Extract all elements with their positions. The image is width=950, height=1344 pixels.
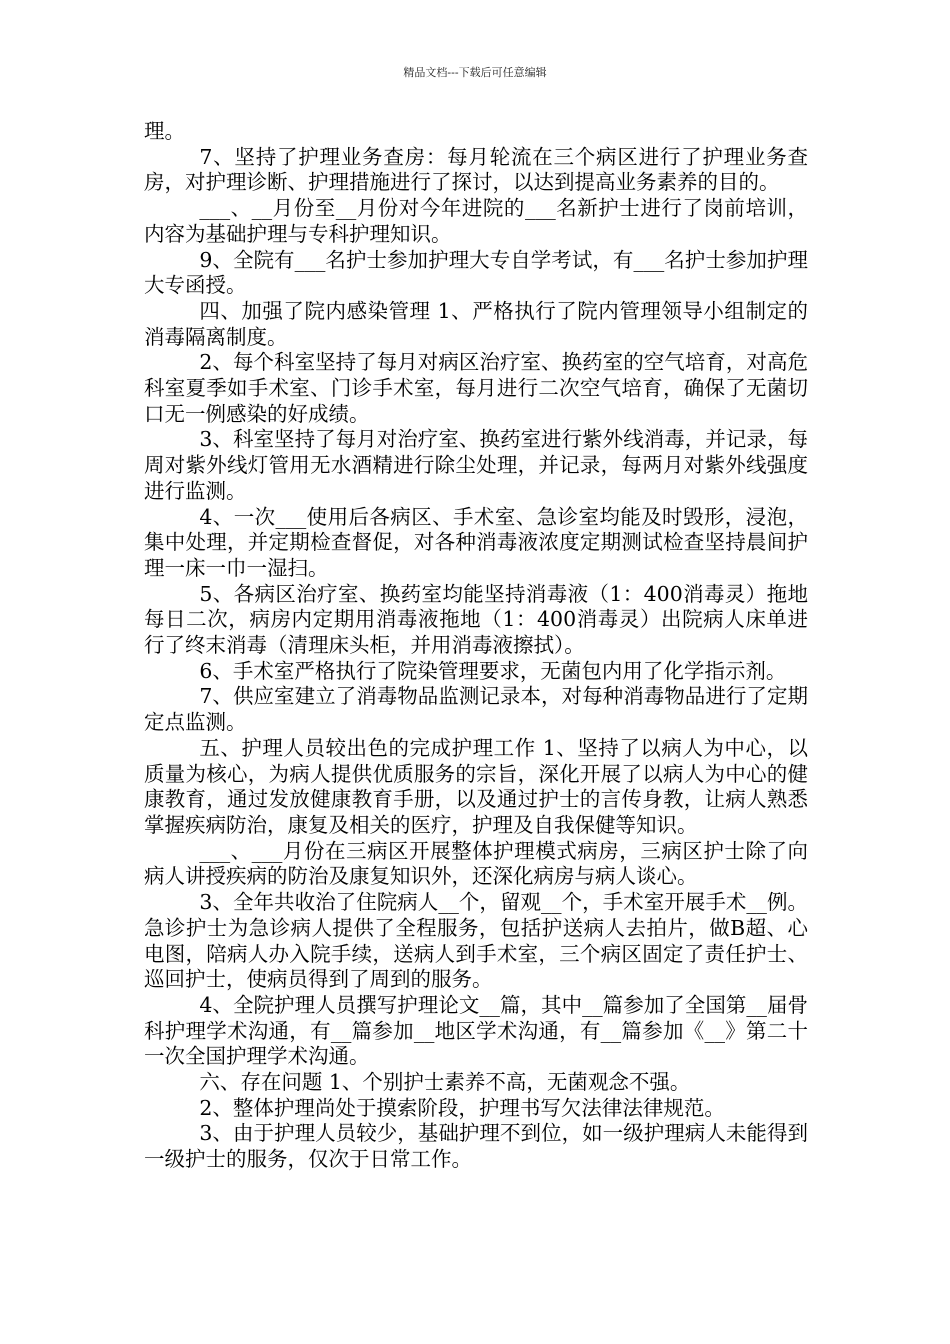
paragraph: ___、___月份在三病区开展整体护理模式病房，三病区护士除了向病人讲授疾病的防治及康复知识外，还深化病房与病人谈心。: [144, 838, 808, 889]
paragraph: 2、整体护理尚处于摸索阶段，护理书写欠法律法律规范。: [199, 1095, 725, 1120]
paragraph: 3、科室坚持了每月对治疗室、换药室进行紫外线消毒，并记录，每周对紫外线灯管用无水酒精进行除尘处理，并记录，每两月对紫外线强度进行监测。: [144, 427, 808, 503]
paragraph: 4、一次___使用后各病区、手术室、急诊室均能及时毁形，浸泡，集中处理，并定期检查督促，对各种消毒液浓度定期测试检查坚持晨间护理一床一巾一湿扫。: [144, 504, 808, 580]
section-heading-paragraph: 六、存在问题 1、个别护士素养不高，无菌观念不强。: [199, 1070, 691, 1095]
paragraph: 理。: [144, 119, 185, 143]
page-header: 精品文档---下载后可任意编辑: [403, 66, 547, 79]
document-body: [144, 119, 808, 1173]
paragraph: 3、全年共收治了住院病人__个，留观__个，手术室开展手术__例。急诊护士为急诊病人提供了全程服务，包括护送病人去拍片，做B超、心电图，陪病人办入院手续，送病人到手术室，三个病区固定了责任护士、巡回护士，使病员得到了周到的服务。: [144, 890, 808, 992]
paragraph: 2、每个科室坚持了每月对病区治疗室、换药室的空气培育，对高危科室夏季如手术室、门诊手术室，每月进行二次空气培育，确保了无菌切口无一例感染的好成绩。: [144, 350, 808, 426]
paragraph: ___、__月份至__月份对今年进院的___名新护士进行了岗前培训，内容为基础护理与专科护理知识。: [144, 196, 808, 246]
section-heading-paragraph: 四、加强了院内感染管理 1、严格执行了院内管理领导小组制定的消毒隔离制度。: [144, 298, 808, 349]
paragraph: 3、由于护理人员较少，基础护理不到位，如一级护理病人未能得到一级护士的服务，仅次于日常工作。: [144, 1121, 808, 1172]
paragraph: 4、全院护理人员撰写护理论文__篇，其中__篇参加了全国第__届骨科护理学术沟通，有__篇参加__地区学术沟通，有__篇参加《__》第二十一次全国护理学术沟通。: [144, 992, 808, 1069]
paragraph: 7、坚持了护理业务查房：每月轮流在三个病区进行了护理业务查房，对护理诊断、护理措施进行了探讨，以达到提高业务素养的目的。: [144, 144, 808, 195]
section-heading-paragraph: 五、护理人员较出色的完成护理工作 1、坚持了以病人为中心，以质量为核心，为病人提供优质服务的宗旨，深化开展了以病人为中心的健康教育，通过发放健康教育手册，以及通过护士的言传身教，让病人熟悉掌握疾病防治，康复及相关的医疗，护理及自我保健等知识。: [144, 735, 808, 837]
paragraph: 6、手术室严格执行了院染管理要求，无菌包内用了化学指示剂。: [199, 658, 787, 683]
paragraph: 5、各病区治疗室、换药室均能坚持消毒液（1：400消毒灵）拖地每日二次，病房内定期用消毒液拖地（1：400消毒灵）出院病人床单进行了终末消毒（清理床头柜，并用消毒液擦拭）。: [144, 581, 808, 658]
paragraph: 7、供应室建立了消毒物品监测记录本，对每种消毒物品进行了定期定点监测。: [144, 684, 808, 735]
paragraph: 9、全院有___名护士参加护理大专自学考试，有___名护士参加护理大专函授。: [144, 247, 808, 298]
